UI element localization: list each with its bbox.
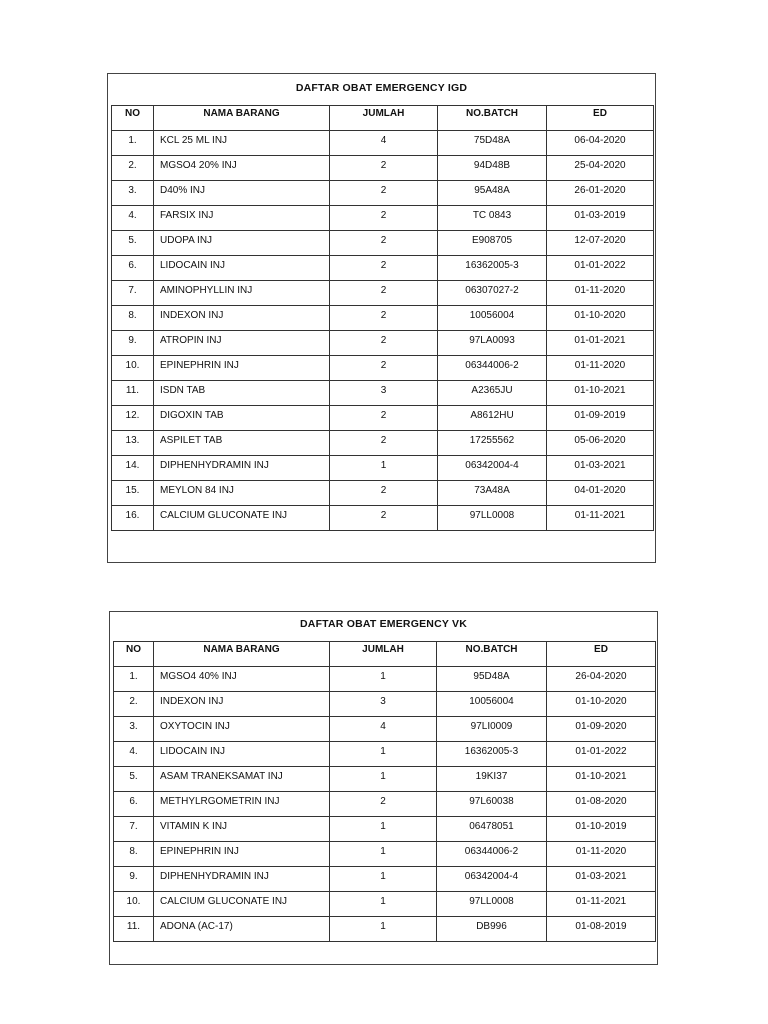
table-cell: 1	[330, 456, 438, 481]
table-cell: 01-11-2021	[547, 892, 656, 917]
table-cell: 01-03-2021	[547, 867, 656, 892]
table-row	[112, 306, 654, 331]
table-cell: 01-10-2020	[547, 692, 656, 717]
table-row	[112, 206, 654, 231]
table-cell: 01-11-2020	[547, 356, 654, 381]
table-row	[114, 767, 656, 792]
table-cell: 14.	[112, 456, 154, 481]
table-cell: 2	[330, 156, 438, 181]
igd-column-header: JUMLAH	[330, 106, 438, 131]
igd-table-box	[107, 73, 656, 563]
vk-column-header: NO	[114, 642, 154, 667]
table-cell: 01-10-2020	[547, 306, 654, 331]
table-cell: 2	[330, 181, 438, 206]
table-cell: 01-01-2021	[547, 331, 654, 356]
table-cell: 1	[330, 842, 437, 867]
table-cell: 01-08-2019	[547, 917, 656, 942]
vk-table-body	[114, 667, 656, 942]
table-cell: 7.	[114, 817, 154, 842]
igd-column-header: NO.BATCH	[438, 106, 547, 131]
table-cell: 8.	[112, 306, 154, 331]
vk-header-row	[114, 642, 656, 667]
table-cell: UDOPA INJ	[154, 231, 330, 256]
table-cell: 19KI37	[437, 767, 547, 792]
table-cell: MEYLON 84 INJ	[154, 481, 330, 506]
vk-table-box	[109, 611, 658, 965]
table-cell: ATROPIN INJ	[154, 331, 330, 356]
table-cell: 1	[330, 667, 437, 692]
table-row	[114, 817, 656, 842]
table-row	[112, 356, 654, 381]
table-cell: 95D48A	[437, 667, 547, 692]
table-row	[112, 331, 654, 356]
table-row	[112, 481, 654, 506]
table-cell: DB996	[437, 917, 547, 942]
table-cell: 2	[330, 506, 438, 531]
table-cell: 01-01-2022	[547, 256, 654, 281]
table-cell: 05-06-2020	[547, 431, 654, 456]
table-cell: 26-04-2020	[547, 667, 656, 692]
table-cell: A8612HU	[438, 406, 547, 431]
table-cell: 1	[330, 767, 437, 792]
table-cell: 8.	[114, 842, 154, 867]
table-cell: 1	[330, 892, 437, 917]
table-cell: 01-11-2020	[547, 842, 656, 867]
table-cell: FARSIX INJ	[154, 206, 330, 231]
table-cell: 06307027-2	[438, 281, 547, 306]
table-cell: 3	[330, 381, 438, 406]
igd-header-row	[112, 106, 654, 131]
table-cell: 95A48A	[438, 181, 547, 206]
table-cell: DIPHENHYDRAMIN INJ	[154, 456, 330, 481]
table-cell: 04-01-2020	[547, 481, 654, 506]
table-cell: 1.	[114, 667, 154, 692]
table-cell: OXYTOCIN INJ	[154, 717, 330, 742]
table-cell: 01-11-2021	[547, 506, 654, 531]
table-cell: 17255562	[438, 431, 547, 456]
table-row	[114, 692, 656, 717]
table-cell: 2.	[112, 156, 154, 181]
table-cell: EPINEPHRIN INJ	[154, 356, 330, 381]
table-row	[112, 431, 654, 456]
table-cell: 01-09-2020	[547, 717, 656, 742]
table-cell: 01-10-2021	[547, 381, 654, 406]
table-cell: 01-03-2019	[547, 206, 654, 231]
table-row	[112, 181, 654, 206]
table-cell: 2	[330, 231, 438, 256]
table-cell: 2	[330, 431, 438, 456]
table-cell: 1	[330, 917, 437, 942]
igd-table-body	[112, 131, 654, 531]
table-cell: 1	[330, 817, 437, 842]
table-cell: 7.	[112, 281, 154, 306]
table-cell: 11.	[114, 917, 154, 942]
table-cell: 9.	[114, 867, 154, 892]
table-cell: 97LI0009	[437, 717, 547, 742]
table-cell: 2	[330, 306, 438, 331]
table-cell: 5.	[114, 767, 154, 792]
table-cell: 73A48A	[438, 481, 547, 506]
vk-column-header: ED	[547, 642, 656, 667]
table-cell: 2	[330, 792, 437, 817]
table-cell: 01-08-2020	[547, 792, 656, 817]
vk-table	[113, 641, 656, 942]
table-row	[114, 842, 656, 867]
table-cell: CALCIUM GLUCONATE INJ	[154, 892, 330, 917]
igd-column-header: NO	[112, 106, 154, 131]
table-row	[112, 131, 654, 156]
table-cell: INDEXON INJ	[154, 306, 330, 331]
table-cell: ASAM TRANEKSAMAT INJ	[154, 767, 330, 792]
table-cell: 2.	[114, 692, 154, 717]
table-cell: 94D48B	[438, 156, 547, 181]
table-cell: 2	[330, 481, 438, 506]
table-cell: 9.	[112, 331, 154, 356]
table-cell: MGSO4 40% INJ	[154, 667, 330, 692]
table-row	[114, 892, 656, 917]
table-cell: 1.	[112, 131, 154, 156]
table-cell: 01-10-2021	[547, 767, 656, 792]
table-cell: 10056004	[438, 306, 547, 331]
table-cell: 5.	[112, 231, 154, 256]
table-cell: 01-11-2020	[547, 281, 654, 306]
table-row	[114, 742, 656, 767]
table-row	[114, 667, 656, 692]
table-cell: ADONA (AC-17)	[154, 917, 330, 942]
table-cell: METHYLRGOMETRIN INJ	[154, 792, 330, 817]
table-cell: LIDOCAIN INJ	[154, 742, 330, 767]
table-row	[112, 456, 654, 481]
table-cell: 10056004	[437, 692, 547, 717]
vk-column-header: NO.BATCH	[437, 642, 547, 667]
table-cell: 6.	[114, 792, 154, 817]
table-cell: 97LL0008	[438, 506, 547, 531]
table-cell: D40% INJ	[154, 181, 330, 206]
table-cell: 11.	[112, 381, 154, 406]
table-cell: ISDN TAB	[154, 381, 330, 406]
table-cell: 4	[330, 717, 437, 742]
table-cell: 1	[330, 742, 437, 767]
table-cell: 4.	[112, 206, 154, 231]
table-cell: 26-01-2020	[547, 181, 654, 206]
table-cell: 06344006-2	[437, 842, 547, 867]
table-cell: INDEXON INJ	[154, 692, 330, 717]
table-cell: DIGOXIN TAB	[154, 406, 330, 431]
table-cell: 1	[330, 867, 437, 892]
vk-table-title: DAFTAR OBAT EMERGENCY VK	[300, 618, 467, 630]
table-cell: 10.	[112, 356, 154, 381]
table-cell: 6.	[112, 256, 154, 281]
table-cell: 01-10-2019	[547, 817, 656, 842]
table-cell: 2	[330, 356, 438, 381]
table-row	[112, 406, 654, 431]
table-row	[114, 867, 656, 892]
table-cell: 3.	[114, 717, 154, 742]
table-cell: 2	[330, 331, 438, 356]
vk-column-header: JUMLAH	[330, 642, 437, 667]
table-cell: 12-07-2020	[547, 231, 654, 256]
igd-table	[111, 105, 654, 531]
table-cell: E908705	[438, 231, 547, 256]
table-cell: 10.	[114, 892, 154, 917]
table-cell: 15.	[112, 481, 154, 506]
table-row	[112, 281, 654, 306]
table-cell: 01-03-2021	[547, 456, 654, 481]
vk-column-header: NAMA BARANG	[154, 642, 330, 667]
table-cell: VITAMIN K INJ	[154, 817, 330, 842]
table-row	[114, 792, 656, 817]
table-cell: 3.	[112, 181, 154, 206]
table-cell: 3	[330, 692, 437, 717]
table-cell: 2	[330, 256, 438, 281]
table-cell: 25-04-2020	[547, 156, 654, 181]
table-cell: 2	[330, 206, 438, 231]
table-cell: CALCIUM GLUCONATE INJ	[154, 506, 330, 531]
table-cell: 06342004-4	[438, 456, 547, 481]
table-cell: 75D48A	[438, 131, 547, 156]
table-row	[112, 156, 654, 181]
table-cell: 4.	[114, 742, 154, 767]
table-row	[112, 231, 654, 256]
table-cell: 06344006-2	[438, 356, 547, 381]
table-cell: 06-04-2020	[547, 131, 654, 156]
table-cell: DIPHENHYDRAMIN INJ	[154, 867, 330, 892]
table-cell: 16362005-3	[437, 742, 547, 767]
table-cell: 97LA0093	[438, 331, 547, 356]
table-row	[114, 917, 656, 942]
table-cell: 2	[330, 406, 438, 431]
table-cell: ASPILET TAB	[154, 431, 330, 456]
table-cell: TC 0843	[438, 206, 547, 231]
table-row	[112, 506, 654, 531]
table-cell: 2	[330, 281, 438, 306]
table-cell: 13.	[112, 431, 154, 456]
table-cell: 01-09-2019	[547, 406, 654, 431]
table-cell: 97L60038	[437, 792, 547, 817]
table-cell: 06342004-4	[437, 867, 547, 892]
table-cell: 4	[330, 131, 438, 156]
table-cell: MGSO4 20% INJ	[154, 156, 330, 181]
table-row	[112, 256, 654, 281]
igd-table-title: DAFTAR OBAT EMERGENCY IGD	[295, 82, 468, 94]
table-cell: AMINOPHYLLIN INJ	[154, 281, 330, 306]
table-cell: 16362005-3	[438, 256, 547, 281]
table-cell: LIDOCAIN INJ	[154, 256, 330, 281]
table-cell: A2365JU	[438, 381, 547, 406]
table-cell: 06478051	[437, 817, 547, 842]
table-cell: EPINEPHRIN INJ	[154, 842, 330, 867]
igd-column-header: ED	[547, 106, 654, 131]
table-cell: 01-01-2022	[547, 742, 656, 767]
table-row	[112, 381, 654, 406]
table-cell: 16.	[112, 506, 154, 531]
table-row	[114, 717, 656, 742]
table-cell: 12.	[112, 406, 154, 431]
table-cell: KCL 25 ML INJ	[154, 131, 330, 156]
igd-column-header: NAMA BARANG	[154, 106, 330, 131]
table-cell: 97LL0008	[437, 892, 547, 917]
